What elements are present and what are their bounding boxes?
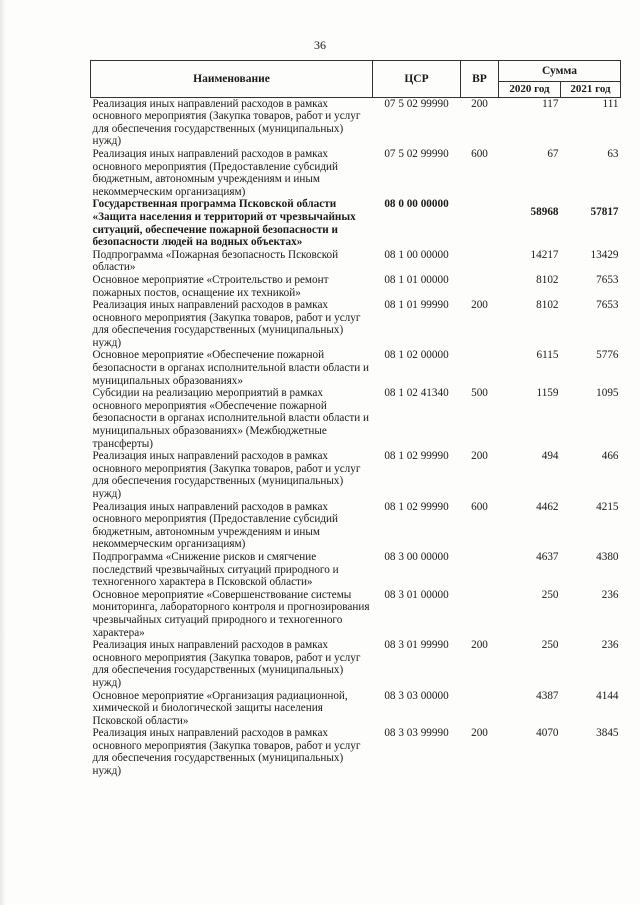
row-name: Реализация иных направлений расходов в рамках основного мероприятия (Предоставление субсидий бюджетным, автономным учреждениям и иным некоммерческим организациям): [92, 500, 338, 551]
table-row: [91, 501, 621, 551]
row-name: Реализация иных направлений расходов в рамках основного мероприятия (Закупка товаров, работ и услуг для обеспечения государственных (муниципальных) нужд): [92, 450, 361, 500]
table-row: [91, 639, 621, 689]
header-year-2021: 2021 год: [561, 82, 621, 98]
header-year-2020: 2020 год: [499, 82, 561, 98]
row-csr: 08 1 02 41340: [384, 387, 449, 400]
row-sum-2020: 58968: [530, 206, 559, 219]
row-sum-2021: 7653: [596, 299, 619, 312]
row-name: Реализация иных направлений расходов в рамках основного мероприятия (Закупка товаров, работ и услуг для обеспечения государственных (муниципальных) нужд): [92, 639, 361, 689]
table-row: [91, 349, 621, 387]
row-name: Государственная программа Псковской области «Защита населения и территорий от чрезвычайных ситуаций, обеспечение пожарной безопасности и безопасности людей на водных объектах»: [92, 198, 356, 249]
header-vr: ВР: [461, 61, 499, 98]
row-sum-2021: 236: [601, 588, 619, 601]
table-row: [91, 690, 621, 728]
row-csr: 07 5 02 99990: [384, 97, 449, 110]
row-name: Реализация иных направлений расходов в рамках основного мероприятия (Закупка товаров, работ и услуг для обеспечения государственных (муниципальных) нужд): [92, 299, 361, 349]
row-sum-2021: 7653: [596, 273, 619, 286]
row-csr: 08 3 03 00000: [384, 689, 449, 702]
row-sum-2021: 57817: [590, 206, 619, 219]
row-sum-2021: 4144: [596, 689, 619, 702]
row-vr: [461, 249, 499, 274]
row-name: Подпрограмма «Пожарная безопасность Псковской области»: [92, 248, 339, 274]
row-vr: 500: [471, 387, 488, 400]
row-sum-2020: 494: [541, 450, 559, 463]
row-csr: 08 1 02 00000: [384, 349, 449, 362]
row-sum-2020: 4637: [536, 550, 559, 563]
table-row: [91, 387, 621, 450]
table-row: [91, 97, 621, 148]
row-sum-2021: 4380: [596, 550, 619, 563]
budget-table: [90, 60, 621, 778]
row-sum-2021: 236: [601, 639, 619, 652]
table-row: [91, 727, 621, 777]
header-name: Наименование: [91, 61, 373, 98]
row-vr: [461, 690, 499, 728]
row-name: Основное мероприятие «Организация радиационной, химической и биологической защиты населения Псковской области»: [92, 689, 348, 727]
table-body: [91, 97, 621, 778]
row-csr: 08 0 00 00000: [384, 198, 449, 211]
header-csr: ЦСР: [373, 61, 461, 98]
row-sum-2020: 4462: [536, 500, 559, 513]
row-sum-2020: 250: [541, 588, 559, 601]
row-sum-2020: 67: [547, 147, 559, 160]
row-vr: [461, 349, 499, 387]
row-sum-2021: 13429: [590, 248, 619, 261]
row-csr: 08 1 01 99990: [384, 299, 449, 312]
row-vr: 200: [471, 639, 488, 652]
table-row: [91, 198, 621, 248]
table-row: [91, 551, 621, 589]
row-vr: 600: [471, 147, 488, 160]
row-sum-2020: 250: [541, 639, 559, 652]
row-sum-2020: 117: [542, 97, 559, 110]
row-vr: 200: [471, 450, 488, 463]
row-name: Основное мероприятие «Строительство и ремонт пожарных постов, оснащение их техникой»: [92, 273, 329, 299]
row-sum-2020: 6115: [536, 349, 559, 362]
row-csr: 08 1 00 00000: [384, 248, 449, 261]
row-name: Субсидии на реализацию мероприятий в рамках основного мероприятия «Обеспечение пожарной безопасности в органах исполнительной власти области и муниципальных образованиях» (Межбюджетные трансферты): [92, 387, 370, 450]
row-csr: 08 3 01 00000: [384, 588, 449, 601]
row-vr: [461, 589, 499, 639]
page-number: 36: [314, 38, 326, 52]
row-vr: 600: [471, 500, 488, 513]
row-sum-2021: 63: [607, 147, 619, 160]
row-csr: 08 3 01 99990: [384, 639, 449, 652]
row-vr: 200: [471, 97, 488, 110]
row-vr: 200: [471, 727, 488, 740]
table-row: [91, 274, 621, 299]
row-csr: 08 3 03 99990: [384, 727, 449, 740]
row-sum-2021: 466: [601, 450, 619, 463]
row-csr: 08 1 02 99990: [384, 500, 449, 513]
table-row: [91, 148, 621, 198]
row-name: Реализация иных направлений расходов в рамках основного мероприятия (Закупка товаров, работ и услуг для обеспечения государственных (муниципальных) нужд): [92, 97, 361, 148]
row-csr: 08 1 01 00000: [384, 273, 449, 286]
row-sum-2020: 1159: [536, 387, 559, 400]
scan-edge-shadow: [0, 0, 6, 905]
row-csr: 07 5 02 99990: [384, 147, 449, 160]
row-sum-2021: 4215: [596, 500, 619, 513]
row-sum-2020: 14217: [530, 248, 559, 261]
row-sum-2021: 1095: [596, 387, 619, 400]
row-name: Основное мероприятие «Совершенствование системы мониторинга, лабораторного контроля и прогнозирования чрезвычайных ситуаций природного и техногенного характера»: [92, 588, 370, 639]
row-name: Реализация иных направлений расходов в рамках основного мероприятия (Предоставление субсидий бюджетным, автономным учреждениям и иным некоммерческим организациям): [92, 147, 338, 198]
row-vr: [461, 198, 499, 248]
table-row: [91, 589, 621, 639]
row-name: Подпрограмма «Снижение рисков и смягчение последствий чрезвычайных ситуаций природного и техногенного характера в Псковской области»: [92, 550, 339, 589]
row-sum-2021: 5776: [596, 349, 619, 362]
row-name: Основное мероприятие «Обеспечение пожарной безопасности в органах исполнительной власти области и муниципальных образованиях»: [92, 349, 370, 387]
header-sum: Сумма: [499, 61, 621, 82]
row-csr: 08 1 02 99990: [384, 450, 449, 463]
table-row: [91, 299, 621, 349]
row-sum-2021: 3845: [596, 727, 619, 740]
row-sum-2021: 111: [602, 97, 619, 110]
row-sum-2020: 8102: [536, 299, 559, 312]
row-vr: 200: [471, 299, 488, 312]
row-csr: 08 3 00 00000: [384, 550, 449, 563]
row-sum-2020: 8102: [536, 273, 559, 286]
row-sum-2020: 4387: [536, 689, 559, 702]
table-row: [91, 249, 621, 274]
row-vr: [461, 274, 499, 299]
row-sum-2020: 4070: [536, 727, 559, 740]
row-vr: [461, 551, 499, 589]
table-row: [91, 450, 621, 500]
row-name: Реализация иных направлений расходов в рамках основного мероприятия (Закупка товаров, работ и услуг для обеспечения государственных (муниципальных) нужд): [92, 727, 361, 778]
